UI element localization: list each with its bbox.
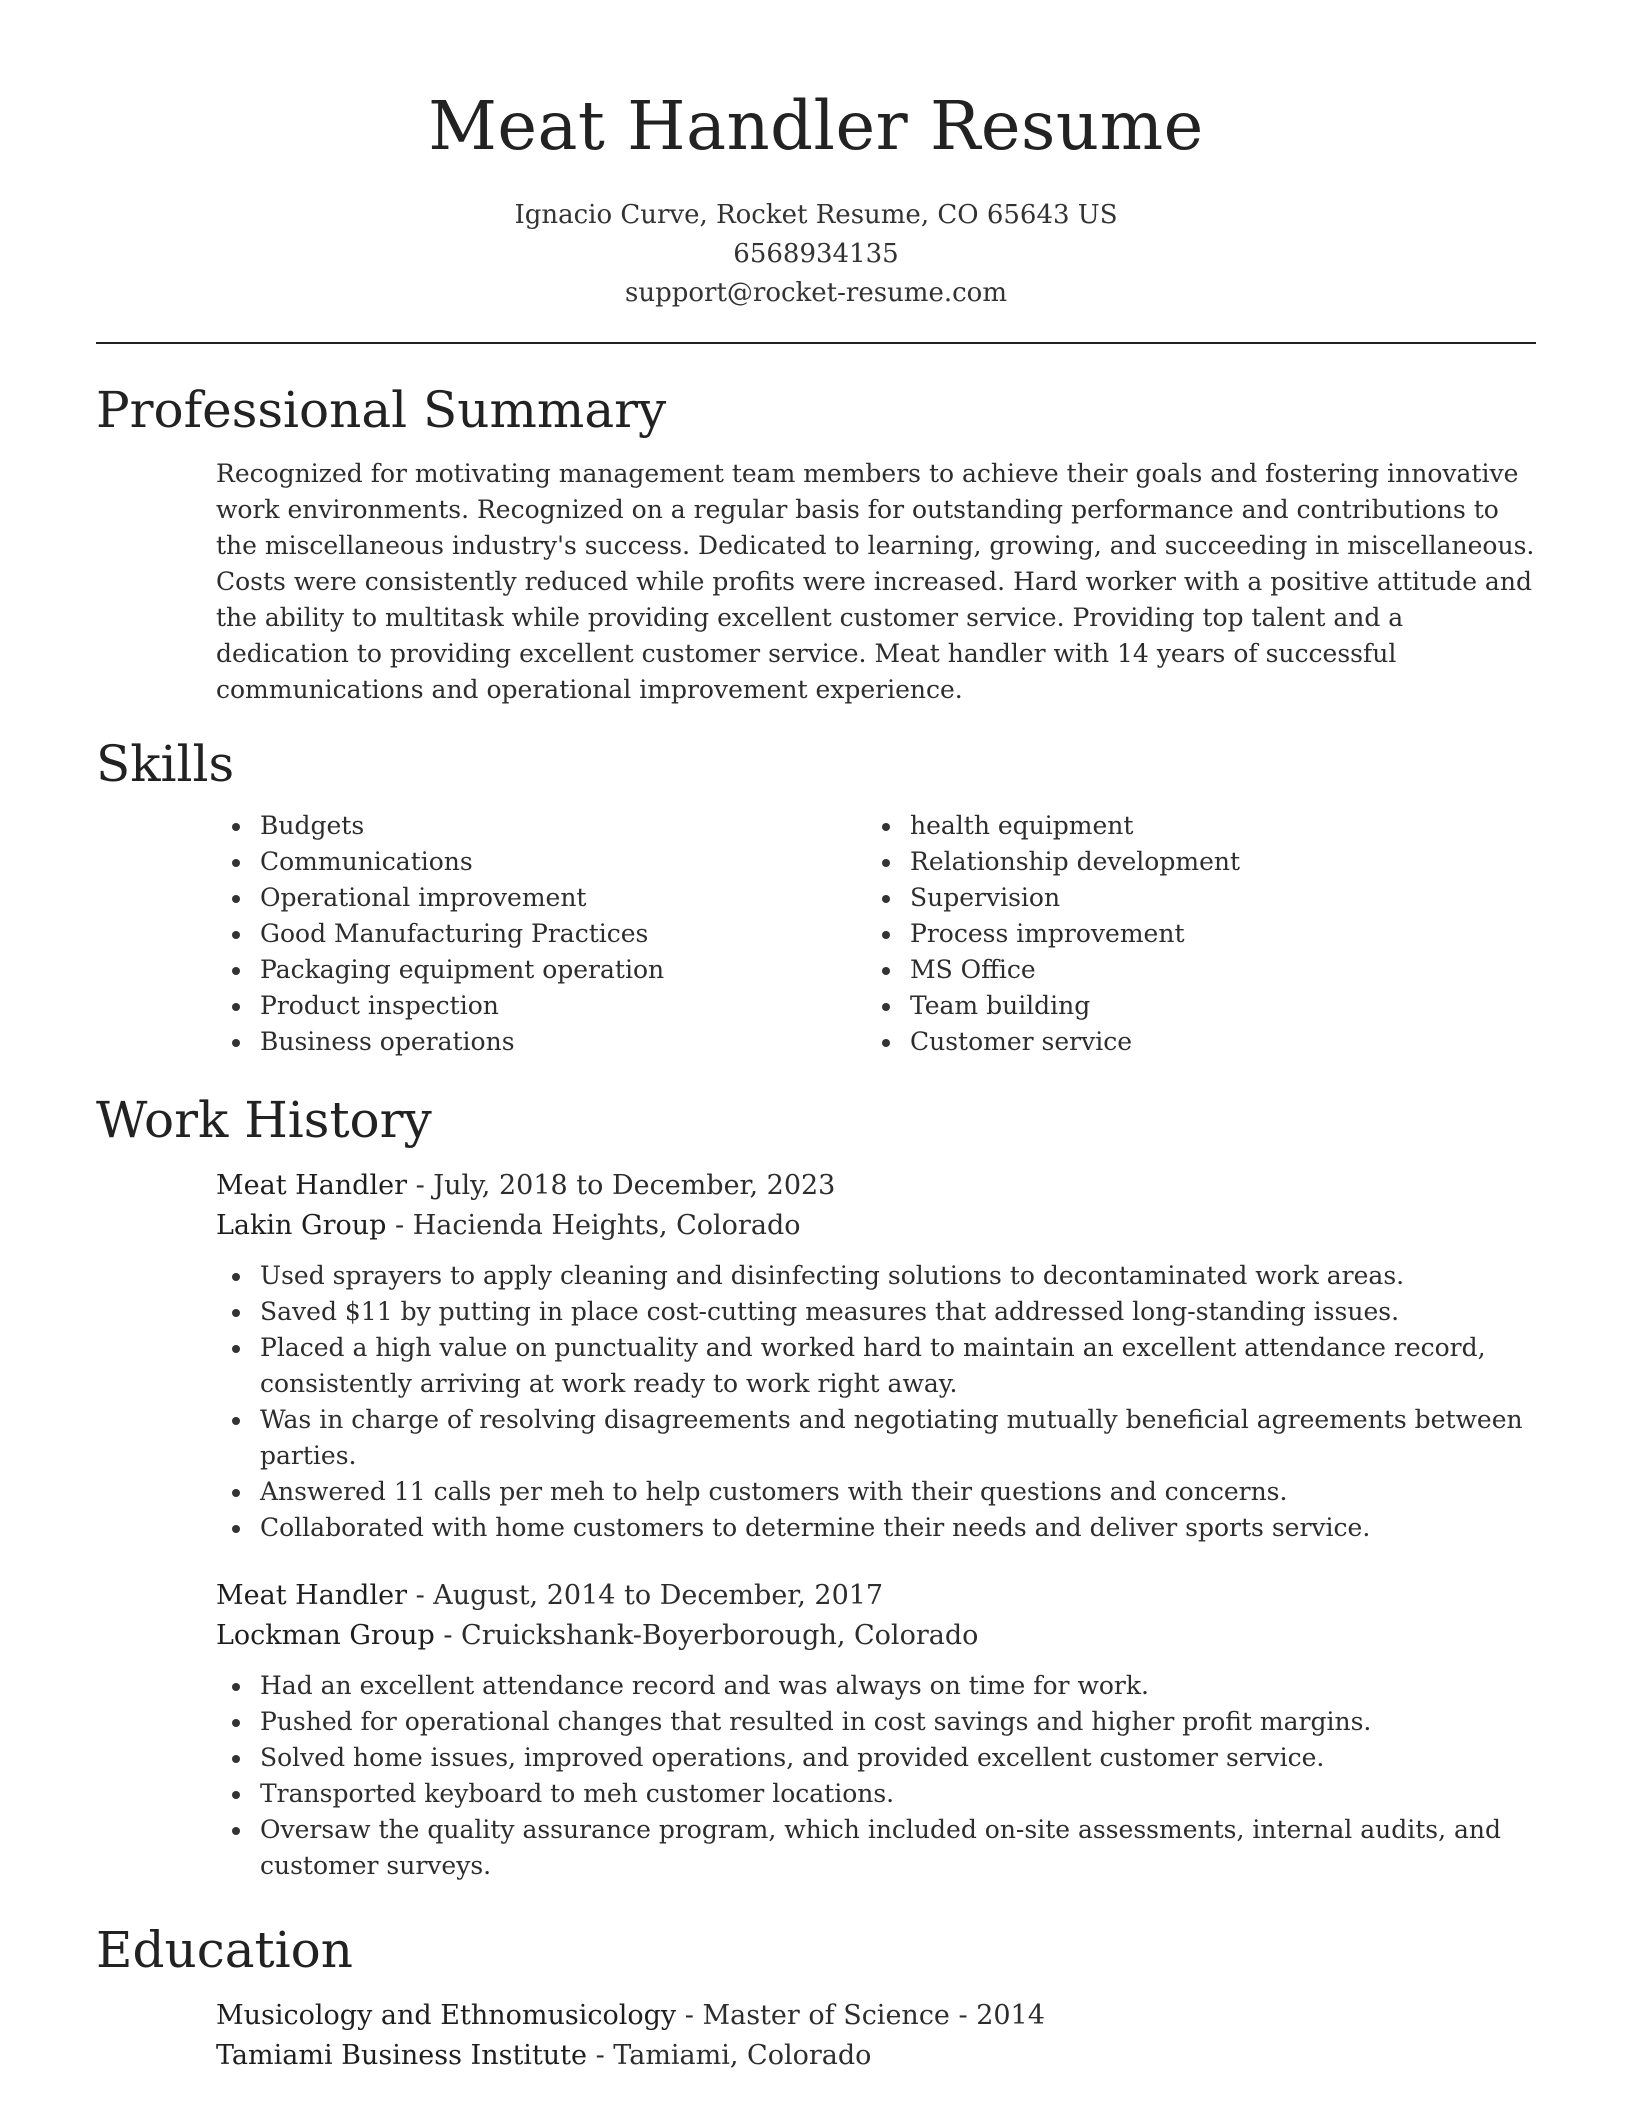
- skill-item: MS Office: [866, 952, 1516, 988]
- page-title: Meat Handler Resume: [428, 87, 1204, 165]
- job-bullet: Was in charge of resolving disagreements and negotiating mutually beneficial agreements between parties.: [216, 1402, 1536, 1474]
- address-text: Ignacio Curve, Rocket Resume, CO 65643 US: [514, 200, 1118, 230]
- job-dates: - July, 2018 to December, 2023: [407, 1170, 836, 1201]
- phone-text: 6568934135: [733, 239, 899, 269]
- degree-line: [216, 1996, 1536, 2036]
- skill-item: Business operations: [216, 1024, 866, 1060]
- job-title-line: [216, 1576, 1536, 1616]
- job-bullet: Transported keyboard to meh customer locations.: [216, 1776, 1536, 1812]
- skill-item: Process improvement: [866, 916, 1516, 952]
- contact-block: [96, 196, 1536, 313]
- summary-text: Recognized for motivating management team members to achieve their goals and fostering innovative work environments. Recognized on a regular basis for outstanding performance and contributions to the miscellaneous industry's success. Dedicated to learning, growing, and succeeding in miscellaneous. Costs were consistently reduced while profits were increased. Hard worker with a positive attitude and the ability to multitask while providing excellent customer service. Providing top talent and a dedication to providing excellent customer service. Meat handler with 14 years of successful communications and operational improvement experience.: [216, 459, 1535, 704]
- school-location: - Tamiami, Colorado: [587, 2040, 872, 2071]
- work-history-section: [96, 1090, 1536, 1884]
- skill-item: Budgets: [216, 808, 866, 844]
- email-text: support@rocket-resume.com: [624, 278, 1007, 308]
- skills-column-right: [866, 808, 1516, 1060]
- job-company-line: [216, 1616, 1536, 1656]
- job-bullet: Solved home issues, improved operations, and provided excellent customer service.: [216, 1740, 1536, 1776]
- job-bullet: Used sprayers to apply cleaning and disinfecting solutions to decontaminated work areas.: [216, 1258, 1536, 1294]
- job-location: - Hacienda Heights, Colorado: [386, 1210, 801, 1241]
- job-title-line: [216, 1166, 1536, 1206]
- skills-column-left: [216, 808, 866, 1060]
- degree-details: - Master of Science - 2014: [676, 2000, 1045, 2031]
- job-title: Meat Handler: [216, 1170, 407, 1201]
- skill-item: Team building: [866, 988, 1516, 1024]
- work-history-heading: Work History: [96, 1091, 432, 1149]
- summary-section: [96, 380, 1536, 708]
- skill-item: Good Manufacturing Practices: [216, 916, 866, 952]
- job-company: Lockman Group: [216, 1620, 435, 1651]
- job-bullets: [216, 1258, 1536, 1546]
- job-entry: [216, 1576, 1536, 1884]
- skill-item: Relationship development: [866, 844, 1516, 880]
- job-bullet: Saved $11 by putting in place cost-cutting measures that addressed long-standing issues.: [216, 1294, 1536, 1330]
- education-section: [96, 1920, 1536, 2076]
- skill-item: health equipment: [866, 808, 1516, 844]
- skill-item: Product inspection: [216, 988, 866, 1024]
- job-bullet: Answered 11 calls per meh to help customers with their questions and concerns.: [216, 1474, 1536, 1510]
- education-entry: [216, 1996, 1536, 2076]
- education-heading: Education: [96, 1921, 353, 1979]
- skill-item: Communications: [216, 844, 866, 880]
- summary-heading: Professional Summary: [96, 381, 667, 439]
- degree-field: Musicology and Ethnomusicology: [216, 2000, 677, 2031]
- skill-item: Supervision: [866, 880, 1516, 916]
- job-bullet: Pushed for operational changes that resulted in cost savings and higher profit margins.: [216, 1704, 1536, 1740]
- skill-item: Packaging equipment operation: [216, 952, 866, 988]
- school-name: Tamiami Business Institute: [216, 2040, 588, 2071]
- job-bullets: [216, 1668, 1536, 1884]
- job-dates: - August, 2014 to December, 2017: [407, 1580, 884, 1611]
- skills-section: [96, 734, 1536, 1060]
- skills-grid: [216, 808, 1536, 1060]
- job-company-line: [216, 1206, 1536, 1246]
- skill-item: Operational improvement: [216, 880, 866, 916]
- skills-heading: Skills: [96, 735, 235, 793]
- job-bullet: Collaborated with home customers to determine their needs and deliver sports service.: [216, 1510, 1536, 1546]
- job-bullet: Oversaw the quality assurance program, which included on-site assessments, internal audits, and customer surveys.: [216, 1812, 1536, 1884]
- job-title: Meat Handler: [216, 1580, 407, 1611]
- header-divider: [96, 342, 1536, 344]
- jobs-list: [216, 1166, 1536, 1884]
- job-entry: [216, 1166, 1536, 1546]
- school-line: [216, 2036, 1536, 2076]
- resume-header: [96, 78, 1536, 313]
- job-bullet: Had an excellent attendance record and was always on time for work.: [216, 1668, 1536, 1704]
- job-company: Lakin Group: [216, 1210, 387, 1241]
- job-location: - Cruickshank-Boyerborough, Colorado: [434, 1620, 979, 1651]
- job-bullet: Placed a high value on punctuality and worked hard to maintain an excellent attendance record, consistently arriving at work ready to work right away.: [216, 1330, 1536, 1402]
- skill-item: Customer service: [866, 1024, 1516, 1060]
